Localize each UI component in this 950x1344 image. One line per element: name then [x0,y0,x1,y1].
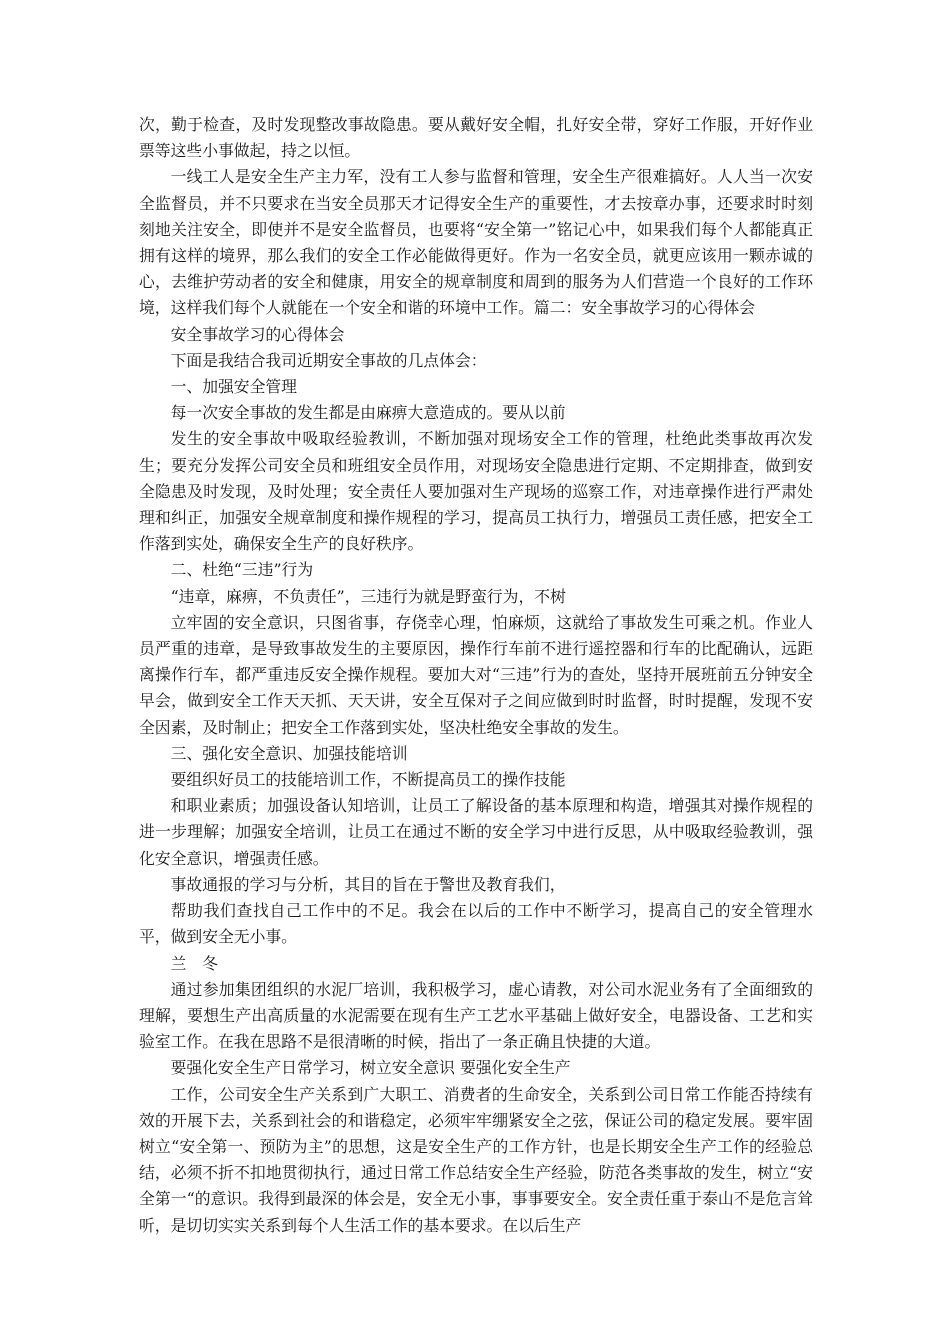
heading-1: 一、加强安全管理 [170,377,297,397]
paragraph-12: 要强化安全生产日常学习，树立安全意识 要强化安全生产 [170,1058,571,1078]
paragraph-10: 帮助我们查找自己工作中的不足。我会在以后的工作中不断学习，提高自己的安全管理水平，做到安全无小事。 [139,901,813,947]
paragraph-2: 一线工人是安全生产主力军，没有工人参与监督和管理，安全生产很难搞好。人人当一次安全监督员，并不只要求在当安全员那天才记得安全生产的重要性，才去按章办事，还要求时时刻刻地关注安全，即使并不是安全监督员，也要将“安全第一”铭记心中，如果我们每个人都能真正拥有这样的境界，那么我们的安全工作必能做得更好。作为一名安全员，就更应该用一颗赤诚的心，去维护劳动者的安全和健康，用安全的规章制度和周到的服务为人们营造一个良好的工作环境，这样我们每个人就能在一个安全和谐的环境中工作。篇二：安全事故学习的心得体会 [139,167,813,318]
section-title: 安全事故学习的心得体会 [170,324,345,344]
heading-2: 二、杜绝“三违”行为 [170,560,314,580]
heading-3: 三、强化安全意识、加强技能培训 [170,743,408,763]
paragraph-13: 工作，公司安全生产关系到广大职工、消费者的生命安全，关系到公司日常工作能否持续有效的开展下去，关系到社会的和谐稳定，必须牢牢绷紧安全之弦，保证公司的稳定发展。要牢固树立“安全第一、预防为主”的思想，这是安全生产的工作方针，也是长期安全生产工作的经验总结，必须不折不扣地贯彻执行，通过日常工作总结安全生产经验，防范各类事故的发生，树立“安全第一“的意识。我得到最深的体会是，安全无小事，事事要安全。安全责任重于泰山不是危言耸听，是切切实实关系到每个人生活工作的基本要求。在以后生产 [139,1084,813,1235]
paragraph-11: 通过参加集团组织的水泥厂培训，我积极学习，虚心请教，对公司水泥业务有了全面细致的理解，要想生产出高质量的水泥需要在现有生产工艺水平基础上做好安全，电器设备、工艺和实验室工作。在我在思路不是很清晰的时候，指出了一条正确且快捷的大道。 [139,979,813,1052]
paragraph-intro: 下面是我结合我司近期安全事故的几点体会： [170,350,487,370]
paragraph-5: “违章，麻痹，不负责任”，三违行为就是野蛮行为，不树 [170,586,566,606]
paragraph-8: 和职业素质；加强设备认知培训，让员工了解设备的基本原理和构造，增强其对操作规程的进一步理解；加强安全培训，让员工在通过不断的安全学习中进行反思，从中吸取经验教训，强化安全意识，增强责任感。 [139,796,813,868]
document-body [139,112,813,1239]
paragraph-7: 要组织好员工的技能培训工作，不断提高员工的操作技能 [170,770,566,790]
paragraph-9: 事故通报的学习与分析，其目的旨在于警世及教育我们， [170,874,566,894]
author-name: 兰 冬 [170,953,218,973]
paragraph-3: 每一次安全事故的发生都是由麻痹大意造成的。要从以前 [170,403,566,423]
paragraph-1: 次，勤于检查，及时发现整改事故隐患。要从戴好安全帽，扎好安全带，穿好工作服，开好作业票等这些小事做起，持之以恒。 [139,115,813,161]
paragraph-6: 立牢固的安全意识，只图省事，存侥幸心理，怕麻烦，这就给了事故发生可乘之机。作业人员严重的违章，是导致事故发生的主要原因，操作行车前不进行遥控器和行车的比配确认，远距离操作行车，都严重违反安全操作规程。要加大对“三违”行为的查处，坚持开展班前五分钟安全早会，做到安全工作天天抓、天天讲，安全互保对子之间应做到时时监督，时时提醒，发现不安全因素，及时制止；把安全工作落到实处，坚决杜绝安全事故的发生。 [139,612,813,737]
paragraph-4: 发生的安全事故中吸取经验教训，不断加强对现场安全工作的管理，杜绝此类事故再次发生；要充分发挥公司安全员和班组安全员作用，对现场安全隐患进行定期、不定期排查，做到安全隐患及时发现，及时处理；安全责任人要加强对生产现场的巡察工作，对违章操作进行严肃处理和纠正，加强安全规章制度和操作规程的学习，提高员工执行力，增强员工责任感，把安全工作落到实处，确保安全生产的良好秩序。 [139,429,813,554]
